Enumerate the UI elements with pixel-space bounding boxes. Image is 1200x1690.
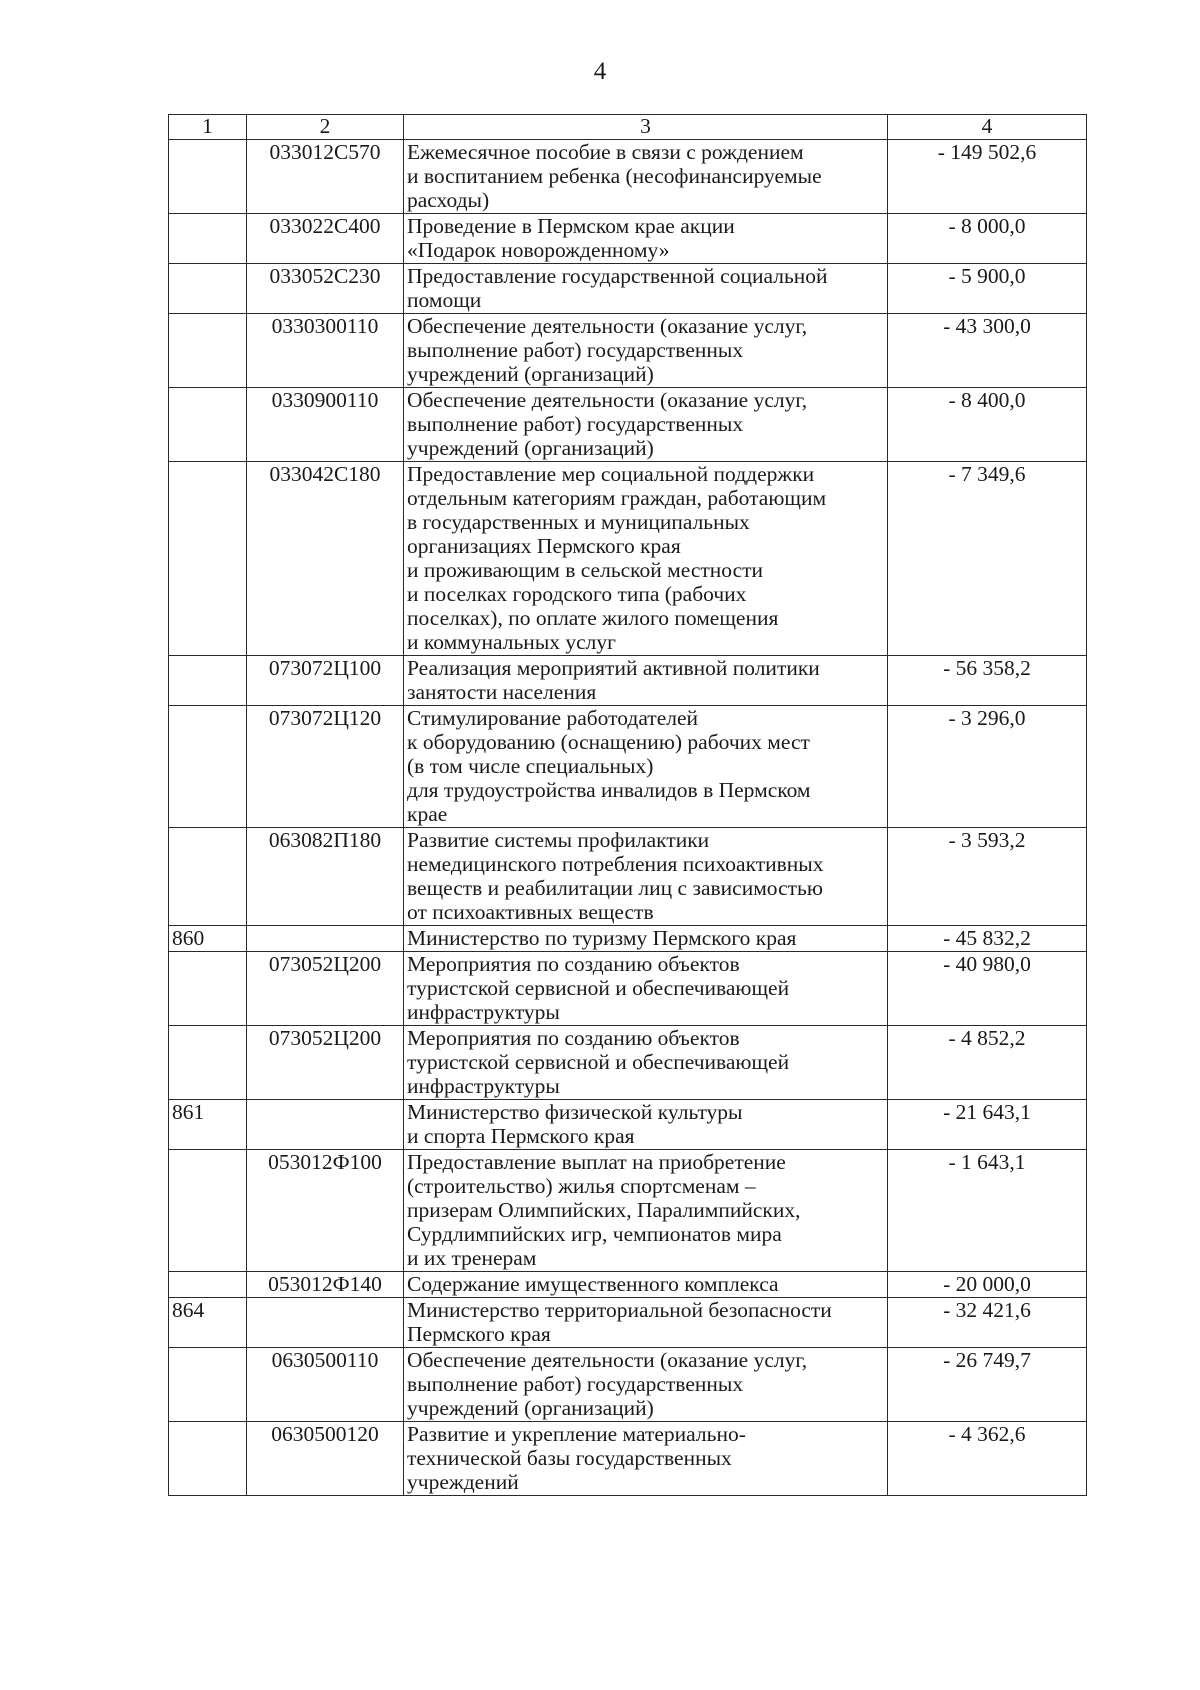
amount-cell: - 40 980,0 — [888, 952, 1087, 1026]
target-code-cell: 063082П180 — [247, 828, 404, 926]
target-code-cell — [247, 1298, 404, 1348]
table-row — [169, 952, 1087, 1026]
page-number: 4 — [593, 58, 607, 85]
description-cell: Обеспечение деятельности (оказание услуг, выполнение работ) государственных учреждений (организаций) — [404, 314, 888, 388]
grbs-code-cell — [169, 264, 247, 314]
table-row — [169, 1422, 1087, 1496]
description-cell: Стимулирование работодателей к оборудованию (оснащению) рабочих мест (в том числе специальных) для трудоустройства инвалидов в Пермском крае — [404, 706, 888, 828]
table-row — [169, 314, 1087, 388]
table-row — [169, 706, 1087, 828]
amount-cell: - 4 362,6 — [888, 1422, 1087, 1496]
table-header-row — [169, 115, 1087, 140]
description-cell: Развитие системы профилактики немедицинского потребления психоактивных веществ и реабилитации лиц с зависимостью от психоактивных веществ — [404, 828, 888, 926]
amount-cell: - 45 832,2 — [888, 926, 1087, 952]
description-cell: Мероприятия по созданию объектов туристской сервисной и обеспечивающей инфраструктуры — [404, 1026, 888, 1100]
description-cell: Министерство по туризму Пермского края — [404, 926, 888, 952]
table-row — [169, 1026, 1087, 1100]
amount-cell: - 3 593,2 — [888, 828, 1087, 926]
target-code-cell: 053012Ф140 — [247, 1272, 404, 1298]
grbs-code-cell — [169, 656, 247, 706]
description-cell: Предоставление выплат на приобретение (строительство) жилья спортсменам – призерам Олимпийских, Паралимпийских, Сурдлимпийских игр, чемпионатов мира и их тренерам — [404, 1150, 888, 1272]
amount-cell: - 26 749,7 — [888, 1348, 1087, 1422]
description-cell: Министерство физической культуры и спорта Пермского края — [404, 1100, 888, 1150]
description-cell: Развитие и укрепление материально- технической базы государственных учреждений — [404, 1422, 888, 1496]
table-body — [169, 140, 1087, 1496]
table-row — [169, 926, 1087, 952]
amount-cell: - 149 502,6 — [888, 140, 1087, 214]
description-cell: Обеспечение деятельности (оказание услуг, выполнение работ) государственных учреждений (организаций) — [404, 1348, 888, 1422]
description-cell: Мероприятия по созданию объектов туристской сервисной и обеспечивающей инфраструктуры — [404, 952, 888, 1026]
table-row — [169, 1150, 1087, 1272]
target-code-cell: 073052Ц200 — [247, 1026, 404, 1100]
amount-cell: - 1 643,1 — [888, 1150, 1087, 1272]
grbs-code-cell: 864 — [169, 1298, 247, 1348]
target-code-cell: 0630500120 — [247, 1422, 404, 1496]
table-row — [169, 140, 1087, 214]
table-row — [169, 656, 1087, 706]
description-cell: Реализация мероприятий активной политики занятости населения — [404, 656, 888, 706]
table-row — [169, 462, 1087, 656]
amount-cell: - 4 852,2 — [888, 1026, 1087, 1100]
target-code-cell: 033052С230 — [247, 264, 404, 314]
grbs-code-cell — [169, 1150, 247, 1272]
grbs-code-cell — [169, 388, 247, 462]
table-row — [169, 1100, 1087, 1150]
column-header-1: 1 — [169, 115, 247, 140]
target-code-cell: 073052Ц200 — [247, 952, 404, 1026]
table-row — [169, 214, 1087, 264]
description-cell: Министерство территориальной безопасности Пермского края — [404, 1298, 888, 1348]
grbs-code-cell: 860 — [169, 926, 247, 952]
grbs-code-cell — [169, 214, 247, 264]
budget-changes-table — [168, 114, 1087, 1496]
target-code-cell: 073072Ц100 — [247, 656, 404, 706]
table-row — [169, 1298, 1087, 1348]
description-cell: Содержание имущественного комплекса — [404, 1272, 888, 1298]
grbs-code-cell — [169, 952, 247, 1026]
amount-cell: - 56 358,2 — [888, 656, 1087, 706]
amount-cell: - 5 900,0 — [888, 264, 1087, 314]
description-cell: Обеспечение деятельности (оказание услуг, выполнение работ) государственных учреждений (организаций) — [404, 388, 888, 462]
grbs-code-cell — [169, 1422, 247, 1496]
table-row — [169, 1272, 1087, 1298]
grbs-code-cell — [169, 1348, 247, 1422]
amount-cell: - 8 400,0 — [888, 388, 1087, 462]
target-code-cell: 033042С180 — [247, 462, 404, 656]
target-code-cell: 0330300110 — [247, 314, 404, 388]
column-header-3: 3 — [404, 115, 888, 140]
target-code-cell: 0330900110 — [247, 388, 404, 462]
target-code-cell — [247, 1100, 404, 1150]
target-code-cell — [247, 926, 404, 952]
description-cell: Проведение в Пермском крае акции «Подарок новорожденному» — [404, 214, 888, 264]
table-row — [169, 1348, 1087, 1422]
grbs-code-cell — [169, 462, 247, 656]
amount-cell: - 3 296,0 — [888, 706, 1087, 828]
description-cell: Ежемесячное пособие в связи с рождением и воспитанием ребенка (несофинансируемые расходы) — [404, 140, 888, 214]
table-row — [169, 828, 1087, 926]
description-cell: Предоставление мер социальной поддержки отдельным категориям граждан, работающим в государственных и муниципальных организациях Пермского края и проживающим в сельской местности и поселках городского типа (рабочих поселках), по оплате жилого помещения и коммунальных услуг — [404, 462, 888, 656]
grbs-code-cell — [169, 1026, 247, 1100]
grbs-code-cell: 861 — [169, 1100, 247, 1150]
description-cell: Предоставление государственной социальной помощи — [404, 264, 888, 314]
target-code-cell: 053012Ф100 — [247, 1150, 404, 1272]
amount-cell: - 20 000,0 — [888, 1272, 1087, 1298]
amount-cell: - 32 421,6 — [888, 1298, 1087, 1348]
amount-cell: - 7 349,6 — [888, 462, 1087, 656]
grbs-code-cell — [169, 706, 247, 828]
table-row — [169, 388, 1087, 462]
table-row — [169, 264, 1087, 314]
grbs-code-cell — [169, 828, 247, 926]
target-code-cell: 033022С400 — [247, 214, 404, 264]
target-code-cell: 033012С570 — [247, 140, 404, 214]
target-code-cell: 0630500110 — [247, 1348, 404, 1422]
grbs-code-cell — [169, 314, 247, 388]
amount-cell: - 21 643,1 — [888, 1100, 1087, 1150]
column-header-4: 4 — [888, 115, 1087, 140]
grbs-code-cell — [169, 140, 247, 214]
grbs-code-cell — [169, 1272, 247, 1298]
column-header-2: 2 — [247, 115, 404, 140]
amount-cell: - 43 300,0 — [888, 314, 1087, 388]
amount-cell: - 8 000,0 — [888, 214, 1087, 264]
target-code-cell: 073072Ц120 — [247, 706, 404, 828]
